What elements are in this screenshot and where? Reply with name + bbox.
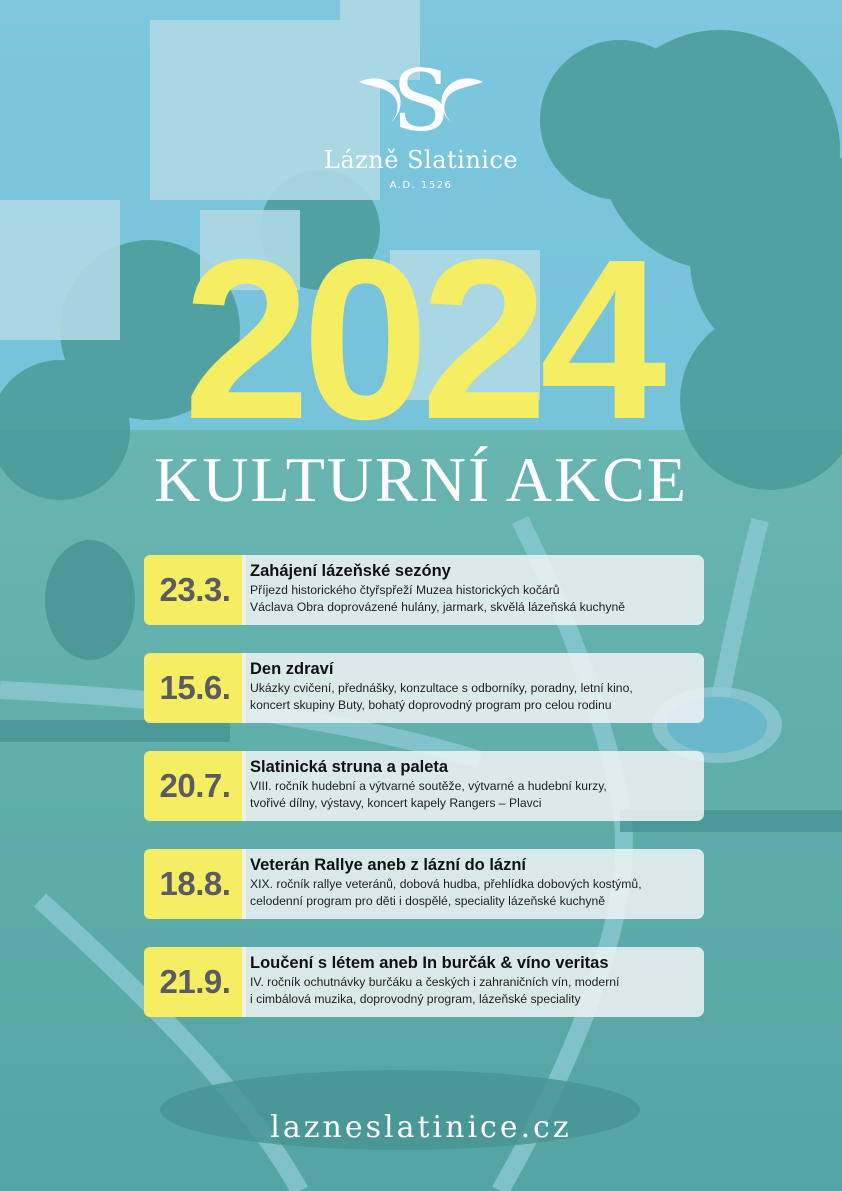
event-card xyxy=(242,653,704,723)
event-description-line: i cimbálová muzika, doprovodný program, lázeňské speciality xyxy=(250,992,581,1006)
event-item xyxy=(144,751,704,821)
event-list xyxy=(144,555,704,1045)
event-description-line: tvořivé dílny, výstavy, koncert kapely Rangers – Plavci xyxy=(250,796,542,810)
event-card xyxy=(242,947,704,1017)
year-title: 2024 xyxy=(183,213,659,467)
brand-name: Lázně Slatinice xyxy=(323,146,519,174)
event-date: 20.7. xyxy=(144,751,246,821)
event-title: Slatinická struna a paleta xyxy=(250,758,449,776)
event-description-line: Ukázky cvičení, přednášky, konzultace s odborníky, poradny, letní kino, xyxy=(250,681,633,695)
event-description-line: koncert skupiny Buty, bohatý doprovodný program pro celou rodinu xyxy=(250,698,612,712)
event-item xyxy=(144,555,704,625)
event-item xyxy=(144,653,704,723)
event-title: Veterán Rallye aneb z lázní do lázní xyxy=(250,856,527,874)
event-card xyxy=(242,751,704,821)
event-card xyxy=(242,849,704,919)
event-description-line: celodenní program pro děti i dospělé, speciality lázeňské kuchyně xyxy=(250,894,605,908)
event-card xyxy=(242,555,704,625)
event-date: 23.3. xyxy=(144,555,246,625)
website-link[interactable]: lazneslatinice.cz xyxy=(270,1110,572,1145)
event-item xyxy=(144,947,704,1017)
event-description-line: XIX. ročník rallye veteránů, dobová hudba, přehlídka dobových kostýmů, xyxy=(250,877,642,891)
event-description-line: Václava Obra doprovázené hulány, jarmark, skvělá lázeňská kuchyně xyxy=(250,600,626,614)
svg-text:S: S xyxy=(392,52,450,142)
event-title: Zahájení lázeňské sezóny xyxy=(250,562,451,580)
event-title: Loučení s létem aneb In burčák & víno veritas xyxy=(250,954,609,972)
event-date: 18.8. xyxy=(144,849,246,919)
event-description-line: Příjezd historického čtyřspřeží Muzea historických kočárů xyxy=(250,583,560,597)
event-item xyxy=(144,849,704,919)
brand-founded: A.D. 1526 xyxy=(389,180,453,191)
headline: KULTURNÍ AKCE xyxy=(154,444,688,515)
swan-s-logo-icon xyxy=(351,52,491,142)
event-title: Den zdraví xyxy=(250,660,334,678)
event-description-line: IV. ročník ochutnávky burčáku a českých i zahraničních vín, moderní xyxy=(250,975,620,989)
event-date: 21.9. xyxy=(144,947,246,1017)
event-description-line: VIII. ročník hudební a výtvarné soutěže, výtvarné a hudební kurzy, xyxy=(250,779,607,793)
event-date: 15.6. xyxy=(144,653,246,723)
